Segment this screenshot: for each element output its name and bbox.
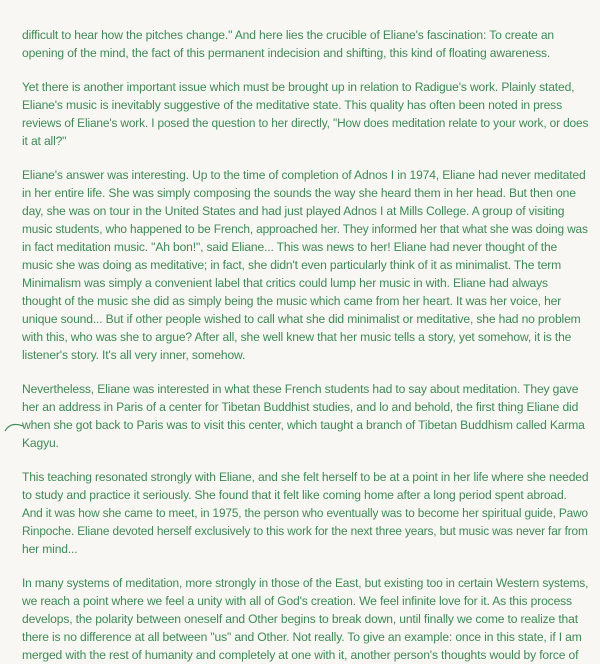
text-line: Eliane's music is inevitably suggestive of the meditative state. This quality has often been noted in press (22, 98, 562, 112)
text-line: Minimalism was simply a convenient label that critics could lump her music in with. Eliane had always (22, 276, 548, 290)
text-line: thought of the music she did as simply being the music which came from her heart. It was her voice, her (22, 294, 562, 308)
text-line: to study and practice it seriously. She found that it felt like coming home after a long period spent abroad. (22, 488, 567, 502)
text-line: it at all?" (22, 134, 67, 148)
text-line: we reach a point where we feel a unity with all of God's creation. We feel infinite love for it. As this process (22, 594, 572, 608)
text-line: music students, who happened to be French, approached her. They informed her that what she was doing was (22, 222, 588, 236)
text-line: her mind... (22, 542, 78, 556)
paragraph-1 (22, 26, 588, 62)
text-line: Eliane's answer was interesting. Up to the time of completion of Adnos I in 1974, Eliane had never meditated (22, 168, 586, 182)
text-line: This teaching resonated strongly with Eliane, and she felt herself to be at a point in her life where she needed (22, 470, 589, 484)
paragraph-3 (22, 166, 588, 364)
text-line: in her entire life. She was simply composing the sounds the way she heard them in her head. But then one (22, 186, 576, 200)
text-line: in fact meditation music. "Ah bon!", said Eliane... This was news to her! Eliane had never thought of the (22, 240, 558, 254)
text-line: In many systems of meditation, more strongly in those of the East, but existing too in certain Western systems, (22, 576, 589, 590)
paragraph-2 (22, 78, 588, 150)
paragraph-5 (22, 468, 588, 558)
text-line: reviews of Eliane's work. I posed the question to her directly, "How does meditation relate to your work, or does (22, 116, 589, 130)
text-line: Nevertheless, Eliane was interested in what these French students had to say about meditation. They gave (22, 382, 579, 396)
margin-curl-mark (4, 422, 24, 436)
text-line: her an address in Paris of a center for Tibetan Buddhist studies, and lo and behold, the first thing Eliane did (22, 400, 579, 414)
text-line: there is no difference at all between "us" and Other. Not really. To give an example: once in this state, if I am (22, 630, 582, 644)
paragraph-4 (22, 380, 588, 452)
text-line: And it was how she came to meet, in 1975, the person who eventually was to become her spiritual guide, Pawo (22, 506, 588, 520)
text-line: merged with the rest of humanity and completely at one with it, another person's thoughts would by force of (22, 648, 579, 662)
text-line: when she got back to Paris was to visit this center, which taught a branch of Tibetan Buddhism called Karma (22, 418, 585, 432)
text-line: unique sound... But if other people wished to call what she did minimalist or meditative, she had no problem (22, 312, 581, 326)
text-line: Kagyu. (22, 436, 59, 450)
text-line: develops, the polarity between oneself and Other begins to break down, until finally we come to realize that (22, 612, 578, 626)
text-line: day, she was on tour in the United States and had just played Adnos I at Mills College. A group of visiting (22, 204, 565, 218)
text-line: Rinpoche. Eliane devoted herself exclusively to this work for the next three years, but music was never far from (22, 524, 588, 538)
text-line: music she was doing as meditative; in fact, she didn't even particularly think of it as minimalist. The term (22, 258, 562, 272)
text-line: listener's story. It's all very inner, somehow. (22, 348, 246, 362)
text-line: opening of the mind, the fact of this permanent indecision and shifting, this kind of floating awareness. (22, 46, 551, 60)
text-line: difficult to hear how the pitches change." And here lies the crucible of Eliane's fascination: To create an (22, 28, 554, 42)
paragraph-6 (22, 574, 588, 664)
text-line: with this, who was she to argue? After all, she well knew that her music tells a story, yet somehow, it is the (22, 330, 572, 344)
text-line: Yet there is another important issue which must be brought up in relation to Radigue's work. Plainly stated, (22, 80, 575, 94)
